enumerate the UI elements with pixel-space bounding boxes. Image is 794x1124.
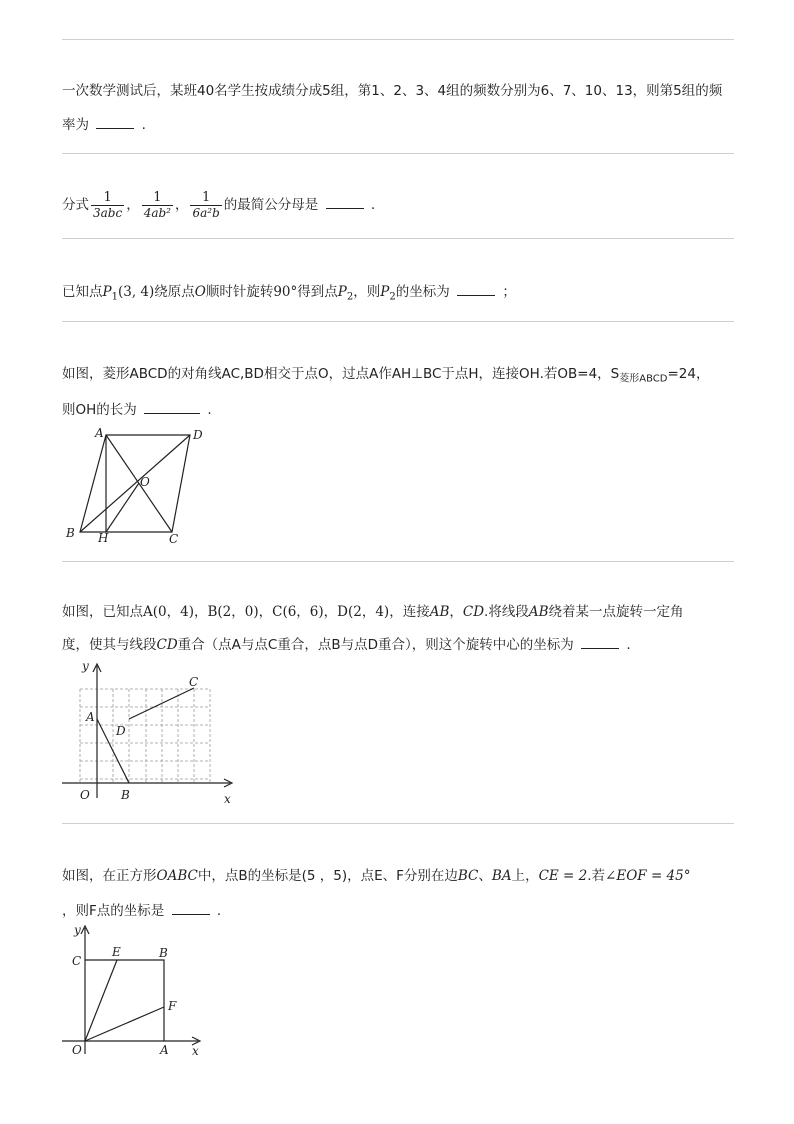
label-b: B [66,526,75,540]
q1-answer-blank[interactable] [96,114,134,129]
q4-answer-blank[interactable] [144,399,200,414]
q6-text-line2 [62,900,742,921]
label-a: A [160,1043,169,1057]
q2-frac2-den: 4ab² [143,205,171,220]
q3-angle: 90° [273,284,298,300]
separator-4 [62,561,734,562]
label-a: A [86,710,95,724]
q3-answer-blank[interactable] [457,281,495,296]
q3-t6: 的坐标为 [395,284,450,300]
label-y: y [82,659,89,673]
label-c: C [72,954,82,968]
q4-rhombus-figure [62,422,232,548]
q3-p2-sub-again: 2 [389,291,396,303]
q2-fraction-1 [91,190,124,221]
q5-grid [80,689,210,783]
q6-side-ba: BA [491,868,512,884]
q6-t1: 如图，在正方形 [62,868,157,884]
q2-prefix: 分式 [62,197,89,213]
q3-p2: P [337,284,347,300]
q1-line1: 一次数学测试后，某班40名学生按成绩分成5组，第1、2、3、4组的频数分别为6、7、10、13，则第5组的频 [62,83,723,99]
q4-line2-suffix: . [207,402,212,418]
square-oabc [85,960,164,1041]
separator-5 [62,823,734,824]
q1-text-line2 [62,114,742,135]
q3-p2-sub: 2 [346,291,354,303]
q5-sep-1: ， [193,604,208,620]
q4-line1: 如图，菱形ABCD的对角线AC,BD相交于点O，过点A作AH⊥BC于点H，连接OH.若OB=4，S [62,366,620,382]
label-o: O [140,475,150,489]
q5-sep-2: ， [258,604,273,620]
q4-sub: 菱形ABCD [619,373,668,385]
q1-line2-suffix: . [141,117,146,133]
q2-text [62,187,742,223]
q3-p1: P [102,284,112,300]
q6-t2: 中，点B的坐标是(5 ，5)，点E、F分别在边 [197,868,458,884]
segment-cd [129,688,194,719]
q6-t4: 上， [511,868,539,884]
q5-point-a: A(0，4) [143,604,194,620]
q5-seg-ab-2: AB [528,604,549,620]
separator-3 [62,321,734,322]
q3-p1-coord: (3, 4) [117,284,155,300]
q6-t3: 、 [478,868,492,884]
label-o: O [72,1043,82,1057]
q5-point-b: B(2，0) [207,604,259,620]
q5-connect: ，连接 [389,604,430,620]
q5-seg-cd-2: CD [156,637,178,653]
q3-text [62,281,742,308]
label-a: A [95,426,104,440]
q6-text-line1 [62,866,742,886]
label-d: D [116,724,126,738]
label-x: x [192,1044,199,1058]
q6-angle: ∠EOF = 45° [605,868,691,884]
q4-text-line1 [62,364,742,390]
q3-p1-sub: 1 [111,291,118,303]
q5-sep-4: ， [449,604,463,620]
label-c: C [169,532,179,546]
separator-top [62,39,734,40]
q5-answer-blank[interactable] [581,634,619,649]
q3-t1: 已知点 [62,284,103,300]
q3-end: ； [502,284,516,300]
q4-text-line2 [62,399,742,420]
label-b: B [159,946,168,960]
q6-line2-suffix: . [216,903,222,919]
q6-t5: .若 [587,868,606,884]
label-x: x [224,792,231,806]
q3-origin: O [194,284,206,300]
q2-frac2-num: 1 [153,189,162,205]
separator-2 [62,238,734,239]
q5-point-d: D(2，4) [337,604,390,620]
q5-intro: 如图，已知点 [62,604,143,620]
q3-p2-again: P [380,284,390,300]
q6-square-figure [62,920,212,1060]
q5-text-line2 [62,634,742,655]
label-b: B [121,788,130,802]
q5-text-line1 [62,602,742,622]
q5-rotate: .将线段 [484,604,529,620]
q2-sep-2: ， [174,197,189,213]
diagonal-bd [80,435,190,532]
q2-frac1-den: 3abc [93,205,123,220]
label-c: C [189,675,199,689]
q3-t5: ，则 [353,284,381,300]
label-f: F [168,999,177,1013]
q3-t2: 绕原点 [154,284,195,300]
q5-seg-ab: AB [429,604,450,620]
segment-oh [106,483,139,532]
q4-line1-end: =24， [667,366,710,382]
q6-line2-prefix: ，则F点的坐标是 [62,903,165,919]
q2-sep-1: ， [126,197,140,213]
label-y: y [74,923,81,937]
label-h: H [98,531,109,545]
q6-side-bc: BC [457,868,479,884]
q6-answer-blank[interactable] [172,900,210,915]
q2-fraction-2 [142,190,173,221]
q5-sep-3: ， [323,604,338,620]
q5-line2-b: 重合（点A与点C重合，点B与点D重合），则这个旋转中心的坐标为 [177,637,574,653]
q5-point-c: C(6，6) [272,604,324,620]
q5-coordinate-figure [62,658,242,810]
q3-t4: 得到点 [297,284,338,300]
q1-text-line1 [62,81,742,101]
label-d: D [193,428,203,442]
q2-frac3-den: 6a²b [192,205,220,220]
q4-line2-prefix: 则OH的长为 [62,402,137,418]
label-e: E [112,945,121,959]
q2-answer-blank[interactable] [326,194,364,209]
q5-seg-cd: CD [462,604,485,620]
q6-ce: CE = 2 [538,868,588,884]
q2-fraction-3 [190,190,221,221]
q2-end: . [370,197,376,213]
q3-t3: 顺时针旋转 [205,284,274,300]
q6-square-name: OABC [156,868,198,884]
q1-line2-prefix: 率为 [62,117,89,133]
label-o: O [80,788,90,802]
q2-frac3-num: 1 [201,189,211,205]
q5-rotate-2: 绕着某一点旋转一定角 [548,604,684,620]
q2-frac1-num: 1 [103,189,112,205]
separator-1 [62,153,734,154]
q2-suffix: 的最简公分母是 [223,197,319,213]
q5-line2-end: . [626,637,631,653]
q5-line2-a: 度，使其与线段 [62,637,157,653]
